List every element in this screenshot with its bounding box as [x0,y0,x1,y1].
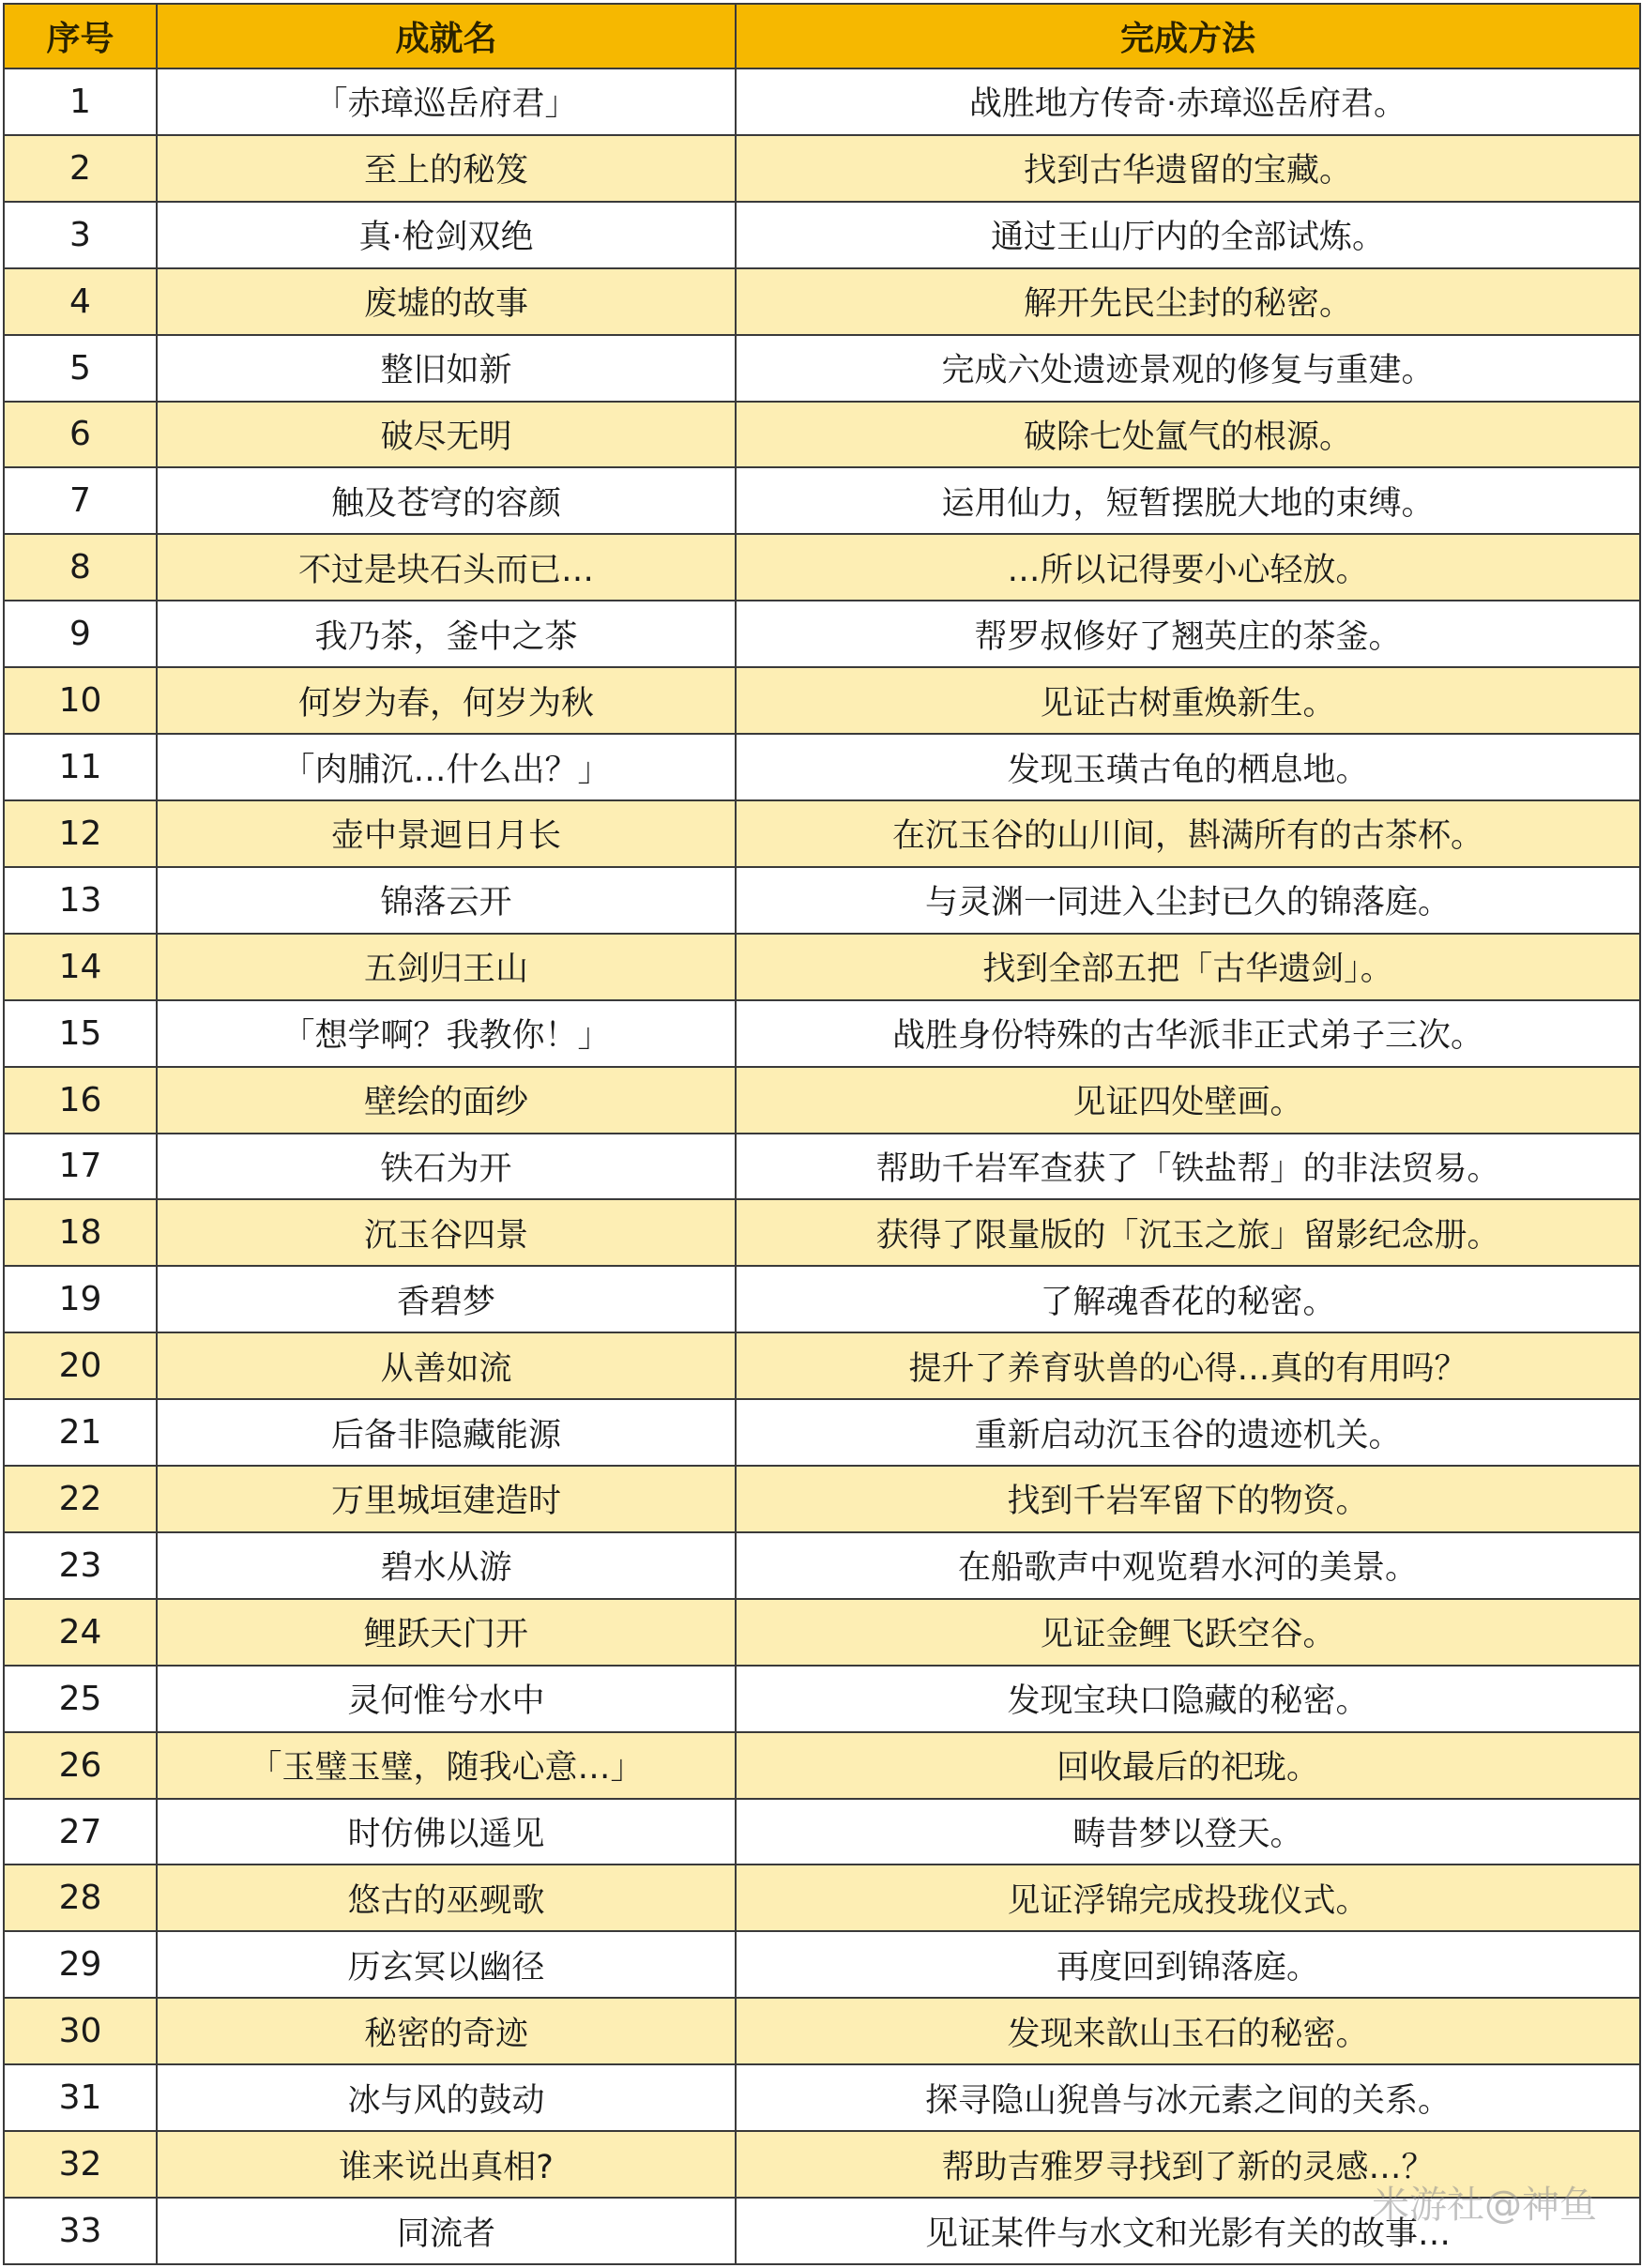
table-row [4,534,1640,601]
achievement-name: 碧水从游 [157,1532,736,1599]
table-row [4,1931,1640,1998]
completion-method: 解开先民尘封的秘密。 [736,268,1640,335]
completion-method: 找到全部五把「古华遗剑」。 [736,934,1640,1000]
table-row [4,402,1640,468]
row-index: 10 [4,667,157,734]
table-row [4,1466,1640,1532]
achievement-name: 谁来说出真相? [157,2131,736,2198]
table-row [4,135,1640,202]
achievement-name: 至上的秘笈 [157,135,736,202]
achievement-name: 锦落云开 [157,867,736,934]
achievement-name: 历玄冥以幽径 [157,1931,736,1998]
table-row [4,1399,1640,1466]
row-index: 1 [4,68,157,135]
completion-method: 畴昔梦以登天。 [736,1799,1640,1865]
completion-method: 见证四处壁画。 [736,1067,1640,1134]
achievement-name: 壶中景迴日月长 [157,800,736,867]
header-index: 序号 [4,4,157,68]
completion-method: 发现玉璜古龟的栖息地。 [736,734,1640,800]
row-index: 12 [4,800,157,867]
table-row [4,1266,1640,1332]
row-index: 24 [4,1599,157,1666]
header-completion-method: 完成方法 [736,4,1640,68]
completion-method: 帮助千岩军查获了「铁盐帮」的非法贸易。 [736,1134,1640,1200]
row-index: 17 [4,1134,157,1200]
completion-method: 提升了养育驮兽的心得…真的有用吗？ [736,1332,1640,1399]
row-index: 26 [4,1732,157,1799]
table-row [4,1332,1640,1399]
row-index: 5 [4,335,157,402]
table-row [4,467,1640,534]
completion-method: …所以记得要小心轻放。 [736,534,1640,601]
table-row [4,2131,1640,2198]
achievement-name: 悠古的巫觋歌 [157,1865,736,1931]
table-row [4,1134,1640,1200]
row-index: 22 [4,1466,157,1532]
table-row [4,1532,1640,1599]
row-index: 25 [4,1666,157,1732]
table-row [4,601,1640,667]
completion-method: 见证金鲤飞跃空谷。 [736,1599,1640,1666]
table-body [4,68,1640,2264]
achievement-name: 真·枪剑双绝 [157,202,736,268]
completion-method: 与灵渊一同进入尘封已久的锦落庭。 [736,867,1640,934]
completion-method: 获得了限量版的「沉玉之旅」留影纪念册。 [736,1199,1640,1266]
completion-method: 在沉玉谷的山川间，斟满所有的古茶杯。 [736,800,1640,867]
achievement-name: 沉玉谷四景 [157,1199,736,1266]
achievement-name: 触及苍穹的容颜 [157,467,736,534]
completion-method: 探寻隐山猊兽与冰元素之间的关系。 [736,2064,1640,2131]
row-index: 32 [4,2131,157,2198]
table-row [4,268,1640,335]
table-row [4,1599,1640,1666]
header-row [4,4,1640,68]
row-index: 29 [4,1931,157,1998]
table-row [4,335,1640,402]
achievement-name: 「赤璋巡岳府君」 [157,68,736,135]
table-row [4,1998,1640,2064]
completion-method: 战胜地方传奇·赤璋巡岳府君。 [736,68,1640,135]
row-index: 19 [4,1266,157,1332]
row-index: 8 [4,534,157,601]
table-row [4,2198,1640,2264]
table-row [4,867,1640,934]
achievement-name: 我乃茶，釜中之茶 [157,601,736,667]
table-row [4,800,1640,867]
completion-method: 帮罗叔修好了翘英庄的茶釜。 [736,601,1640,667]
achievement-name: 香碧梦 [157,1266,736,1332]
table-row [4,202,1640,268]
achievement-table-container [3,3,1639,2265]
table-row [4,1000,1640,1067]
completion-method: 了解魂香花的秘密。 [736,1266,1640,1332]
achievement-name: 壁绘的面纱 [157,1067,736,1134]
achievement-name: 后备非隐藏能源 [157,1399,736,1466]
row-index: 14 [4,934,157,1000]
completion-method: 通过王山厅内的全部试炼。 [736,202,1640,268]
row-index: 11 [4,734,157,800]
row-index: 31 [4,2064,157,2131]
completion-method: 在船歌声中观览碧水河的美景。 [736,1532,1640,1599]
row-index: 23 [4,1532,157,1599]
achievement-name: 「肉脯沉…什么出？」 [157,734,736,800]
completion-method: 帮助吉雅罗寻找到了新的灵感…？ [736,2131,1640,2198]
table-row [4,1865,1640,1931]
completion-method: 再度回到锦落庭。 [736,1931,1640,1998]
row-index: 4 [4,268,157,335]
achievement-name: 「玉璧玉璧，随我心意…」 [157,1732,736,1799]
row-index: 7 [4,467,157,534]
row-index: 15 [4,1000,157,1067]
row-index: 2 [4,135,157,202]
row-index: 18 [4,1199,157,1266]
table-row [4,1199,1640,1266]
row-index: 16 [4,1067,157,1134]
achievement-name: 灵何惟兮水中 [157,1666,736,1732]
achievement-name: 「想学啊？我教你！」 [157,1000,736,1067]
row-index: 13 [4,867,157,934]
completion-method: 发现宝玦口隐藏的秘密。 [736,1666,1640,1732]
completion-method: 找到古华遗留的宝藏。 [736,135,1640,202]
completion-method: 找到千岩军留下的物资。 [736,1466,1640,1532]
table-header [4,4,1640,68]
achievement-name: 废墟的故事 [157,268,736,335]
row-index: 33 [4,2198,157,2264]
achievement-name: 鲤跃天门开 [157,1599,736,1666]
table-row [4,667,1640,734]
completion-method: 战胜身份特殊的古华派非正式弟子三次。 [736,1000,1640,1067]
row-index: 9 [4,601,157,667]
completion-method: 破除七处氲气的根源。 [736,402,1640,468]
table-row [4,1732,1640,1799]
completion-method: 见证某件与水文和光影有关的故事… [736,2198,1640,2264]
table-row [4,2064,1640,2131]
table-row [4,1067,1640,1134]
row-index: 3 [4,202,157,268]
achievement-name: 同流者 [157,2198,736,2264]
completion-method: 见证浮锦完成投珑仪式。 [736,1865,1640,1931]
table-row [4,68,1640,135]
completion-method: 见证古树重焕新生。 [736,667,1640,734]
table-row [4,1799,1640,1865]
achievement-name: 冰与风的鼓动 [157,2064,736,2131]
achievement-name: 整旧如新 [157,335,736,402]
achievement-name: 破尽无明 [157,402,736,468]
row-index: 27 [4,1799,157,1865]
achievement-name: 万里城垣建造时 [157,1466,736,1532]
row-index: 28 [4,1865,157,1931]
table-row [4,734,1640,800]
achievement-name: 何岁为春，何岁为秋 [157,667,736,734]
row-index: 30 [4,1998,157,2064]
table-row [4,1666,1640,1732]
completion-method: 发现来歆山玉石的秘密。 [736,1998,1640,2064]
achievement-name: 秘密的奇迹 [157,1998,736,2064]
row-index: 6 [4,402,157,468]
header-achievement-name: 成就名 [157,4,736,68]
achievement-name: 时仿佛以遥见 [157,1799,736,1865]
achievement-table [3,3,1641,2265]
completion-method: 完成六处遗迹景观的修复与重建。 [736,335,1640,402]
row-index: 21 [4,1399,157,1466]
achievement-name: 不过是块石头而已… [157,534,736,601]
row-index: 20 [4,1332,157,1399]
table-row [4,934,1640,1000]
achievement-name: 铁石为开 [157,1134,736,1200]
achievement-name: 五剑归王山 [157,934,736,1000]
watermark: 米游社@神鱼 [1372,2184,1597,2227]
completion-method: 运用仙力，短暂摆脱大地的束缚。 [736,467,1640,534]
completion-method: 回收最后的祀珑。 [736,1732,1640,1799]
completion-method: 重新启动沉玉谷的遗迹机关。 [736,1399,1640,1466]
achievement-name: 从善如流 [157,1332,736,1399]
